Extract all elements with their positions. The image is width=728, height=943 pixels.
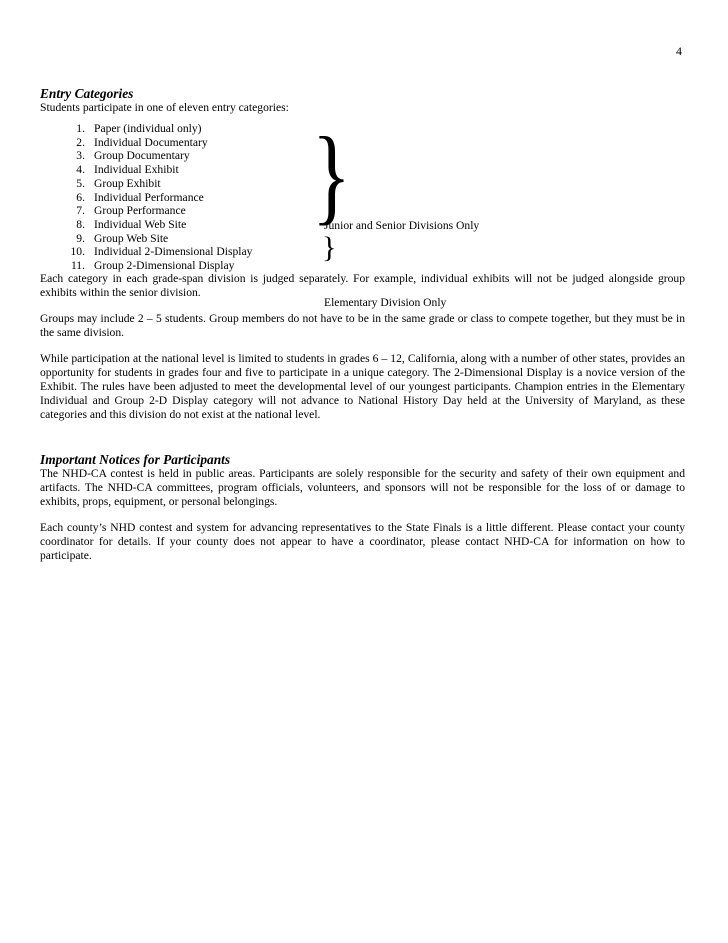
list-item-label: Individual Performance [94, 190, 204, 204]
list-item [62, 177, 252, 191]
list-item-number: 5. [76, 176, 85, 190]
list-item-label: Group 2-Dimensional Display [94, 259, 235, 273]
list-item-label: Group Web Site [94, 231, 169, 245]
paragraph-contest-security: The NHD-CA contest is held in public areas. Participants are solely responsible for the security and safety of their own equipment and artifacts. The NHD-CA committees, program officials, volunteers, and sponsors will not be responsible for the loss of or damage to exhibits, props, equipment, or personal belongings. [40, 467, 685, 508]
list-item-label: Group Performance [94, 204, 186, 218]
paragraph-participation: While participation at the national level is limited to students in grades 6 – 12, California, along with a number of other states, provides an opportunity for students in grades four and five to participate in a unique category. The 2-Dimensional Display is a novice version of the Exhibit. The rules have been adjusted to meet the developmental level of our youngest participants. Champion entries in the Elementary Individual and Group 2-D Display category will not advance to National History Day held at the University of Maryland, as these categories and this division do not exist at the national level. [40, 352, 685, 421]
elementary-brace: } [322, 231, 337, 264]
list-item-number: 9. [76, 231, 85, 245]
list-item-number: 8. [76, 217, 85, 231]
list-item-label: Individual Web Site [94, 217, 187, 231]
list-item-label: Paper (individual only) [94, 122, 202, 135]
entry-categories-heading: Entry Categories [40, 86, 134, 101]
paragraph-groups: Groups may include 2 – 5 students. Group members do not have to be in the same grade or class to compete together, but they must be in the same division. [40, 312, 685, 339]
entry-categories-list [62, 122, 252, 273]
list-item [62, 245, 252, 259]
list-item [62, 204, 252, 218]
list-item [62, 122, 252, 136]
elementary-label: Elementary Division Only [324, 296, 447, 309]
page-number: 4 [676, 44, 682, 58]
list-item [62, 191, 252, 205]
list-item-label: Group Exhibit [94, 176, 161, 190]
list-item-number: 3. [76, 149, 85, 163]
paragraph-judging: Each category in each grade-span division is judged separately. For example, individual exhibits will not be judged alongside group exhibits within the senior division. [40, 272, 685, 299]
section-spacer [40, 434, 685, 452]
list-item-label: Individual Exhibit [94, 163, 179, 177]
list-item-number: 11. [70, 259, 85, 273]
junior-senior-label: Junior and Senior Divisions Only [324, 219, 480, 232]
list-item [62, 136, 252, 150]
list-item-number: 10. [70, 245, 85, 259]
paragraph-county-contest: Each county’s NHD contest and system for advancing representatives to the State Finals is a little different. Please contact your county coordinator for details. If your county does not appear to have a coordinator, please contact NHD-CA for information on how to participate. [40, 521, 685, 562]
document-body [40, 86, 685, 575]
list-item-label: Individual Documentary [94, 135, 208, 149]
list-item [62, 218, 252, 232]
list-item-label: Group Documentary [94, 149, 190, 163]
list-item [62, 149, 252, 163]
list-item [62, 163, 252, 177]
list-item-number: 1. [76, 122, 85, 135]
list-item-number: 6. [76, 190, 85, 204]
entry-categories-intro: Students participate in one of eleven entry categories: [40, 101, 289, 114]
list-item-number: 4. [76, 163, 85, 177]
important-notices-heading: Important Notices for Participants [40, 452, 231, 467]
list-item [62, 259, 252, 273]
list-item-number: 2. [76, 135, 85, 149]
junior-senior-brace: } [312, 116, 351, 235]
list-item-label: Individual 2-Dimensional Display [94, 245, 253, 259]
list-item [62, 232, 252, 246]
list-item-number: 7. [76, 204, 85, 218]
